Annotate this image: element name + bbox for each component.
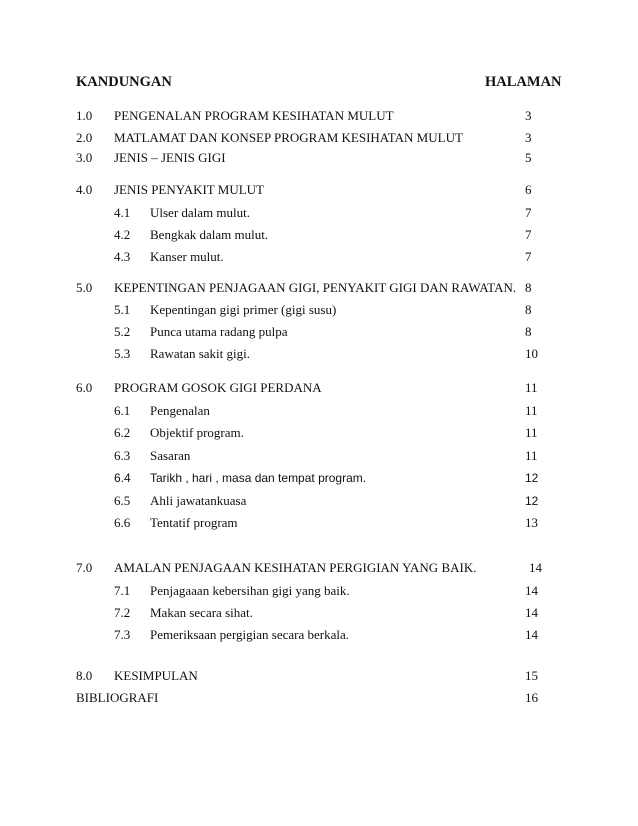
entry-number: 7.3	[114, 627, 131, 642]
entry-title: Kanser mulut.	[150, 249, 224, 264]
toc-subentry	[0, 583, 638, 599]
entry-page: 16	[525, 690, 538, 705]
entry-title: Tentatif program	[150, 515, 238, 530]
contents-heading: KANDUNGAN	[76, 74, 172, 90]
entry-number: 5.1	[114, 302, 131, 317]
entry-title: Objektif program.	[150, 425, 244, 440]
entry-page: 8	[525, 302, 532, 317]
entry-page: 11	[525, 425, 538, 440]
entry-number: 6.6	[114, 515, 131, 530]
entry-title: AMALAN PENJAGAAN KESIHATAN PERGIGIAN YANG BAIK.	[114, 560, 477, 575]
entry-title: Sasaran	[150, 448, 191, 463]
entry-page: 14	[525, 583, 538, 598]
entry-page: 3	[525, 130, 532, 145]
entry-page: 3	[525, 108, 532, 123]
entry-page: 7	[525, 249, 532, 264]
entry-title: Ahli jawatankuasa	[150, 493, 247, 508]
entry-number: 5.2	[114, 324, 131, 339]
entry-title: Punca utama radang pulpa	[150, 324, 288, 339]
toc-subentry	[0, 515, 638, 531]
entry-title: Tarikh , hari , masa dan tempat program.	[150, 471, 367, 485]
entry-page: 14	[525, 605, 538, 620]
entry-number: 4.2	[114, 227, 131, 242]
toc-subentry	[0, 470, 638, 486]
entry-page: 12	[525, 471, 539, 485]
entry-title: KEPENTINGAN PENJAGAAN GIGI, PENYAKIT GIGI DAN RAWATAN.	[114, 280, 517, 295]
toc-entry	[0, 130, 638, 146]
toc-entry	[0, 150, 638, 166]
entry-page: 13	[525, 515, 538, 530]
entry-number: 7.2	[114, 605, 131, 620]
entry-page: 11	[525, 380, 538, 395]
entry-title: Ulser dalam mulut.	[150, 205, 251, 220]
toc-entry	[0, 108, 638, 124]
entry-number: 7.1	[114, 583, 131, 598]
entry-number: 6.5	[114, 493, 131, 508]
entry-title: Bengkak dalam mulut.	[150, 227, 269, 242]
entry-page: 10	[525, 346, 538, 361]
entry-page: 11	[525, 403, 538, 418]
entry-title: Makan secara sihat.	[150, 605, 253, 620]
entry-title: JENIS PENYAKIT MULUT	[114, 182, 264, 197]
entry-title: Pemeriksaan pergigian secara berkala.	[150, 627, 349, 642]
toc-subentry	[0, 403, 638, 419]
entry-page: 8	[525, 280, 532, 295]
entry-number: 6.0	[76, 380, 93, 395]
entry-number: 8.0	[76, 668, 93, 683]
toc-subentry	[0, 627, 638, 643]
entry-page: 7	[525, 205, 532, 220]
toc-subentry	[0, 324, 638, 340]
entry-number: 3.0	[76, 150, 93, 165]
toc-subentry	[0, 346, 638, 362]
toc-subentry	[0, 227, 638, 243]
entry-number: 6.3	[114, 448, 131, 463]
entry-number: 2.0	[76, 130, 93, 145]
entry-number: 7.0	[76, 560, 93, 575]
entry-number: 5.3	[114, 346, 131, 361]
toc-subentry	[0, 425, 638, 441]
entry-page: 7	[525, 227, 532, 242]
entry-title: Pengenalan	[150, 403, 210, 418]
toc-subentry	[0, 205, 638, 221]
entry-title: PROGRAM GOSOK GIGI PERDANA	[114, 380, 322, 395]
toc-entry	[0, 668, 638, 684]
toc-entry	[0, 690, 638, 706]
page-heading: HALAMAN	[485, 74, 562, 90]
toc-subentry	[0, 249, 638, 265]
entry-page: 8	[525, 324, 532, 339]
entry-number: 4.3	[114, 249, 131, 264]
entry-page: 6	[525, 182, 532, 197]
toc-entry	[0, 182, 638, 198]
entry-title: Penjagaaan kebersihan gigi yang baik.	[150, 583, 350, 598]
entry-title: JENIS – JENIS GIGI	[114, 150, 226, 165]
entry-title: BIBLIOGRAFI	[76, 690, 159, 705]
entry-number: 6.2	[114, 425, 131, 440]
toc-entry	[0, 380, 638, 396]
entry-number: 4.1	[114, 205, 131, 220]
entry-title: MATLAMAT DAN KONSEP PROGRAM KESIHATAN MULUT	[114, 130, 463, 145]
entry-number: 6.1	[114, 403, 131, 418]
entry-page: 14	[529, 560, 542, 575]
entry-title: KESIMPULAN	[114, 668, 198, 683]
toc-entry	[0, 560, 638, 576]
toc-subentry	[0, 448, 638, 464]
entry-title: PENGENALAN PROGRAM KESIHATAN MULUT	[114, 108, 394, 123]
toc-subentry	[0, 605, 638, 621]
entry-title: Kepentingan gigi primer (gigi susu)	[150, 302, 337, 317]
entry-number: 5.0	[76, 280, 93, 295]
entry-page: 14	[525, 627, 538, 642]
entry-number: 6.4	[114, 471, 131, 485]
entry-page: 15	[525, 668, 538, 683]
toc-entry	[0, 280, 638, 296]
toc-subentry	[0, 302, 638, 318]
toc-subentry	[0, 493, 638, 509]
entry-number: 1.0	[76, 108, 93, 123]
entry-title: Rawatan sakit gigi.	[150, 346, 251, 361]
entry-page: 5	[525, 150, 532, 165]
entry-page: 11	[525, 448, 538, 463]
entry-page: 12	[525, 494, 539, 508]
entry-number: 4.0	[76, 182, 93, 197]
